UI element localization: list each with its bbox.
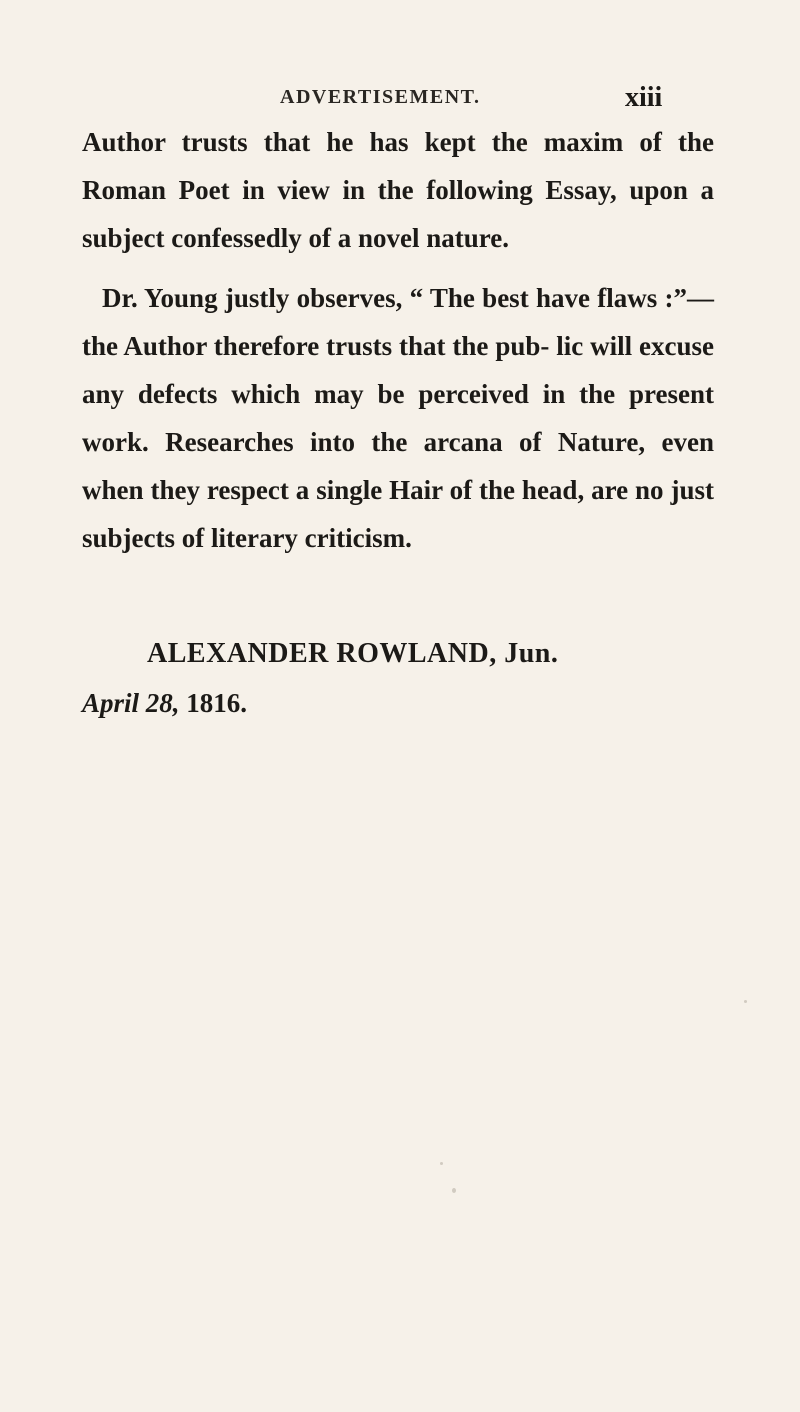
date-month-day: April 28, (82, 688, 180, 718)
paragraph-2: Dr. Young justly observes, “ The best have flaws :”—the Author therefore trusts that the pub- lic will excuse any defects which may be perceived in the present work. Researches into the arcana of Nature, even when they respect a single Hair of the head, are no just subjects of literary criticism. (82, 283, 714, 553)
paragraph-1: Author trusts that he has kept the maxim of the Roman Poet in view in the following Essay, upon a subject confessedly of a novel nature. (82, 127, 714, 253)
paper-speck (452, 1188, 456, 1193)
page-number: xiii (625, 82, 663, 113)
running-head: ADVERTISEMENT. (280, 86, 481, 108)
paper-speck (440, 1162, 443, 1165)
paper-speck (744, 1000, 747, 1003)
dateline (82, 688, 247, 719)
date-year: 1816. (186, 688, 248, 718)
author-signature: ALEXANDER ROWLAND, Jun. (147, 638, 559, 669)
body-text (82, 118, 714, 562)
